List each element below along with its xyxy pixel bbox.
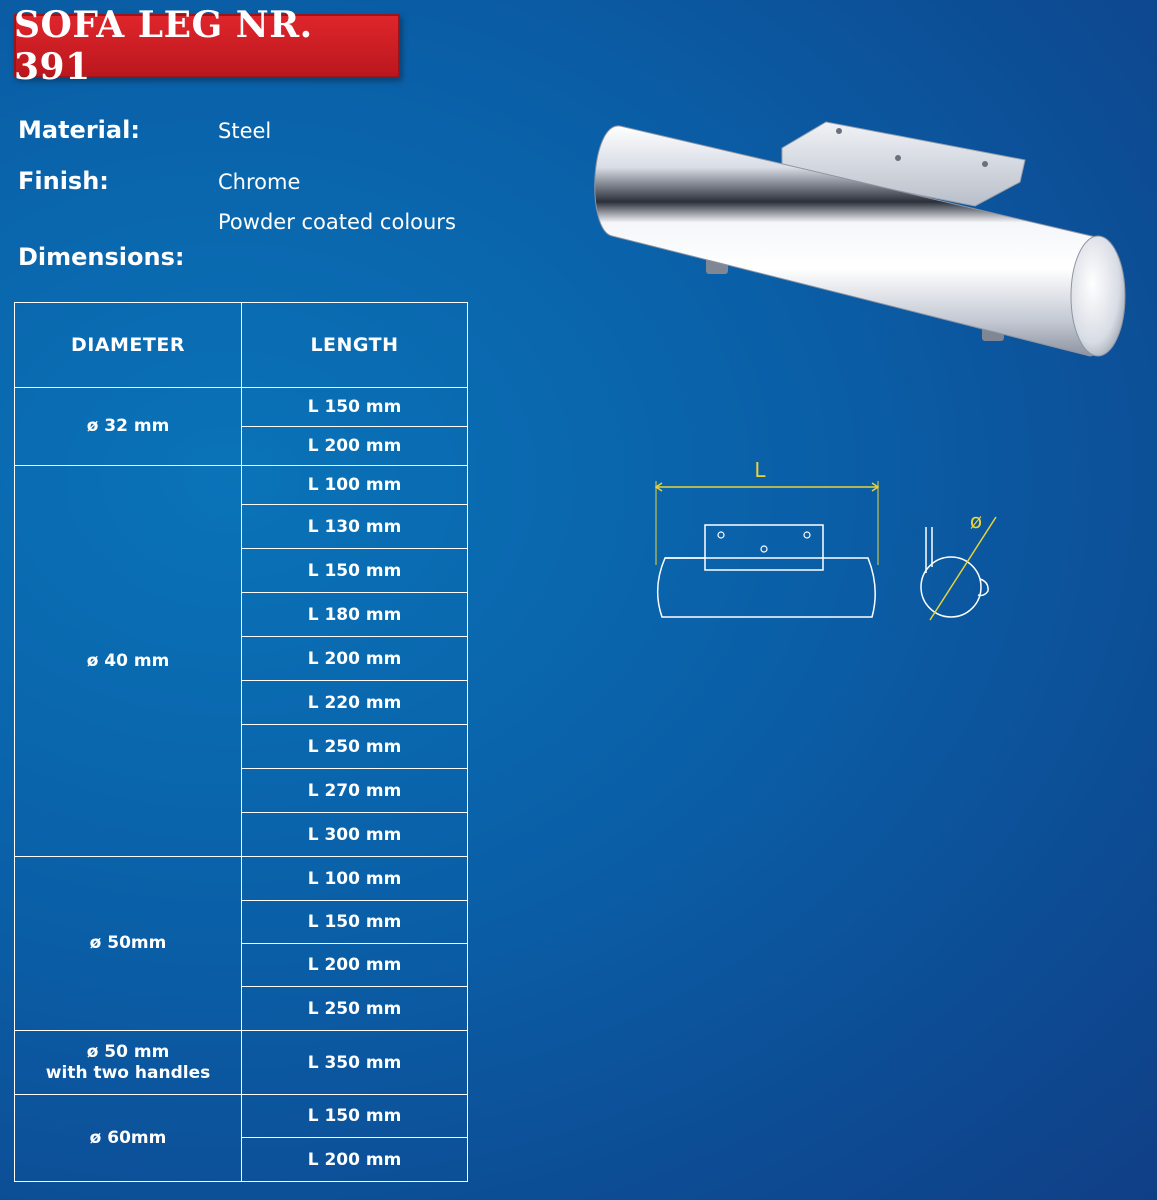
header-length: LENGTH <box>242 303 468 388</box>
length-cell: L 150 mm <box>242 1095 468 1138</box>
length-cell: L 270 mm <box>242 769 468 813</box>
length-cell: L 300 mm <box>242 813 468 857</box>
diameter-cell: ø 50mm <box>15 857 242 1031</box>
title-badge <box>14 4 400 88</box>
sofa-leg-product-image <box>590 118 1135 368</box>
diameter-cell <box>15 1031 242 1095</box>
diameter-value: ø 50 mm <box>86 1041 170 1062</box>
diameter-cell: ø 32 mm <box>15 388 242 466</box>
length-cell: L 150 mm <box>242 549 468 593</box>
table-row <box>15 388 468 427</box>
diameter-cell: ø 60mm <box>15 1095 242 1182</box>
page-title: SOFA LEG NR. 391 <box>14 4 313 88</box>
table-row <box>15 857 468 901</box>
length-cell: L 350 mm <box>242 1031 468 1095</box>
drawing-plate <box>705 525 823 570</box>
length-cell: L 150 mm <box>242 388 468 427</box>
diameter-dimension-line <box>930 517 996 620</box>
length-cell: L 130 mm <box>242 505 468 549</box>
table-row <box>15 466 468 505</box>
material-value: Steel <box>218 119 272 143</box>
dimensions-table <box>14 302 468 1182</box>
length-cell: L 200 mm <box>242 637 468 681</box>
finish-value-chrome: Chrome <box>218 170 301 194</box>
table-header-row <box>15 303 468 388</box>
finish-value-powder: Powder coated colours <box>218 210 456 234</box>
table-row <box>15 1031 468 1095</box>
diameter-label: ø <box>969 509 983 533</box>
technical-drawing <box>640 455 1020 630</box>
material-label: Material: <box>18 116 140 144</box>
diameter-note: with two handles <box>45 1062 211 1083</box>
length-label: L <box>754 458 766 482</box>
dimensions-label: Dimensions: <box>18 243 185 271</box>
finish-label: Finish: <box>18 167 109 195</box>
length-cell: L 150 mm <box>242 901 468 944</box>
length-cell: L 200 mm <box>242 944 468 987</box>
length-cell: L 250 mm <box>242 725 468 769</box>
length-cell: L 250 mm <box>242 987 468 1031</box>
diameter-cell: ø 40 mm <box>15 466 242 857</box>
drawing-tube <box>658 558 876 617</box>
length-cell: L 220 mm <box>242 681 468 725</box>
header-diameter: DIAMETER <box>15 303 242 388</box>
length-cell: L 200 mm <box>242 427 468 466</box>
length-cell: L 180 mm <box>242 593 468 637</box>
length-cell: L 200 mm <box>242 1138 468 1182</box>
table-row <box>15 1095 468 1138</box>
length-cell: L 100 mm <box>242 466 468 505</box>
length-cell: L 100 mm <box>242 857 468 901</box>
